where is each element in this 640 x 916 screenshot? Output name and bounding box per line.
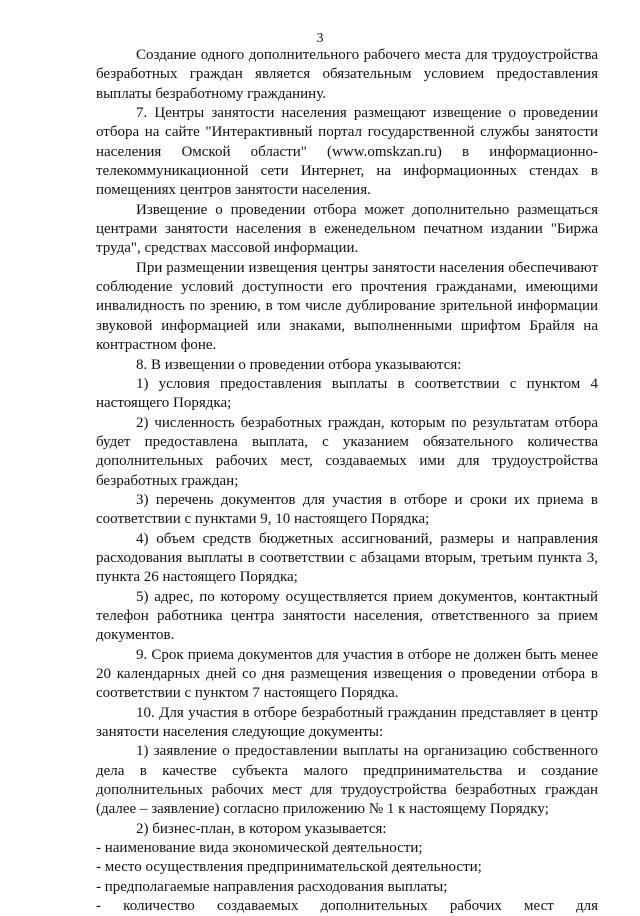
dash-list-item: - предполагаемые направления расходования выплаты; — [96, 878, 448, 895]
paragraph: Извещение о проведении отбора может дополнительно размещаться центрами занятости населения в еженедельном печатном издании "Биржа труда", средствах массовой информации. — [96, 201, 598, 257]
dash-list-item: - место осуществления предпринимательской деятельности; — [96, 859, 482, 876]
list-item: 3) перечень документов для участия в отборе и сроки их приема в соответствии с пунктами 9, 10 настоящего Порядка; — [96, 491, 598, 528]
dash-list-item: - количество создаваемых дополнительных рабочих мест для — [96, 898, 598, 915]
document-body — [96, 46, 598, 916]
paragraph: При размещении извещения центры занятости населения обеспечивают соблюдение условий доступности его прочтения гражданами, имеющими инвалидность по зрению, в том числе дублирование зрительной информации звуковой информацией или знаками, выполненными шрифтом Брайля на контрастном фоне. — [96, 259, 598, 354]
paragraph: Создание одного дополнительного рабочего места для трудоустройства безработных граждан является обязательным условием предоставления выплаты безработному гражданину. — [96, 47, 598, 102]
list-item: 4) объем средств бюджетных ассигнований, размеры и направления расходования выплаты в соответствии с абзацами вторым, третьим пункта 3, пункта 26 настоящего Порядка; — [96, 530, 598, 586]
paragraph: 8. В извещении о проведении отбора указываются: — [136, 356, 462, 373]
list-item: 1) заявление о предоставлении выплаты на организацию собственного дела в качестве субъекта малого предпринимательства и создание дополнительных рабочих мест для трудоустройства безработных граждан (далее – заявление) согласно приложению № 1 к настоящему Порядку; — [96, 743, 598, 818]
paragraph: 9. Срок приема документов для участия в отборе не должен быть менее 20 календарных дней со дня размещения извещения о проведении отбора в соответствии с пунктом 7 настоящего Порядка. — [96, 646, 598, 702]
list-item: 2) бизнес-план, в котором указывается: — [136, 820, 387, 837]
paragraph: 7. Центры занятости населения размещают извещение о проведении отбора на сайте "Интерактивный портал государственной службы занятости населения Омской области" (www.omskzan.ru) в информационно-телекоммуникационной сети Интернет, на информационных стендах в помещениях центров занятости населения. — [96, 105, 598, 199]
list-item: 2) численность безработных граждан, которым по результатам отбора будет предоставлена выплата, с указанием обязательного количества дополнительных рабочих мест, создаваемых ими для трудоустройства безработных граждан; — [96, 414, 598, 489]
paragraph: 10. Для участия в отборе безработный гражданин представляет в центр занятости населения следующие документы: — [96, 704, 598, 741]
dash-list-item: - наименование вида экономической деятельности; — [96, 840, 423, 857]
page-number: 3 — [316, 31, 324, 46]
list-item: 5) адрес, по которому осуществляется прием документов, контактный телефон работника центра занятости населения, ответственного за прием документов. — [96, 588, 598, 644]
list-item: 1) условия предоставления выплаты в соответствии с пунктом 4 настоящего Порядка; — [96, 375, 598, 412]
